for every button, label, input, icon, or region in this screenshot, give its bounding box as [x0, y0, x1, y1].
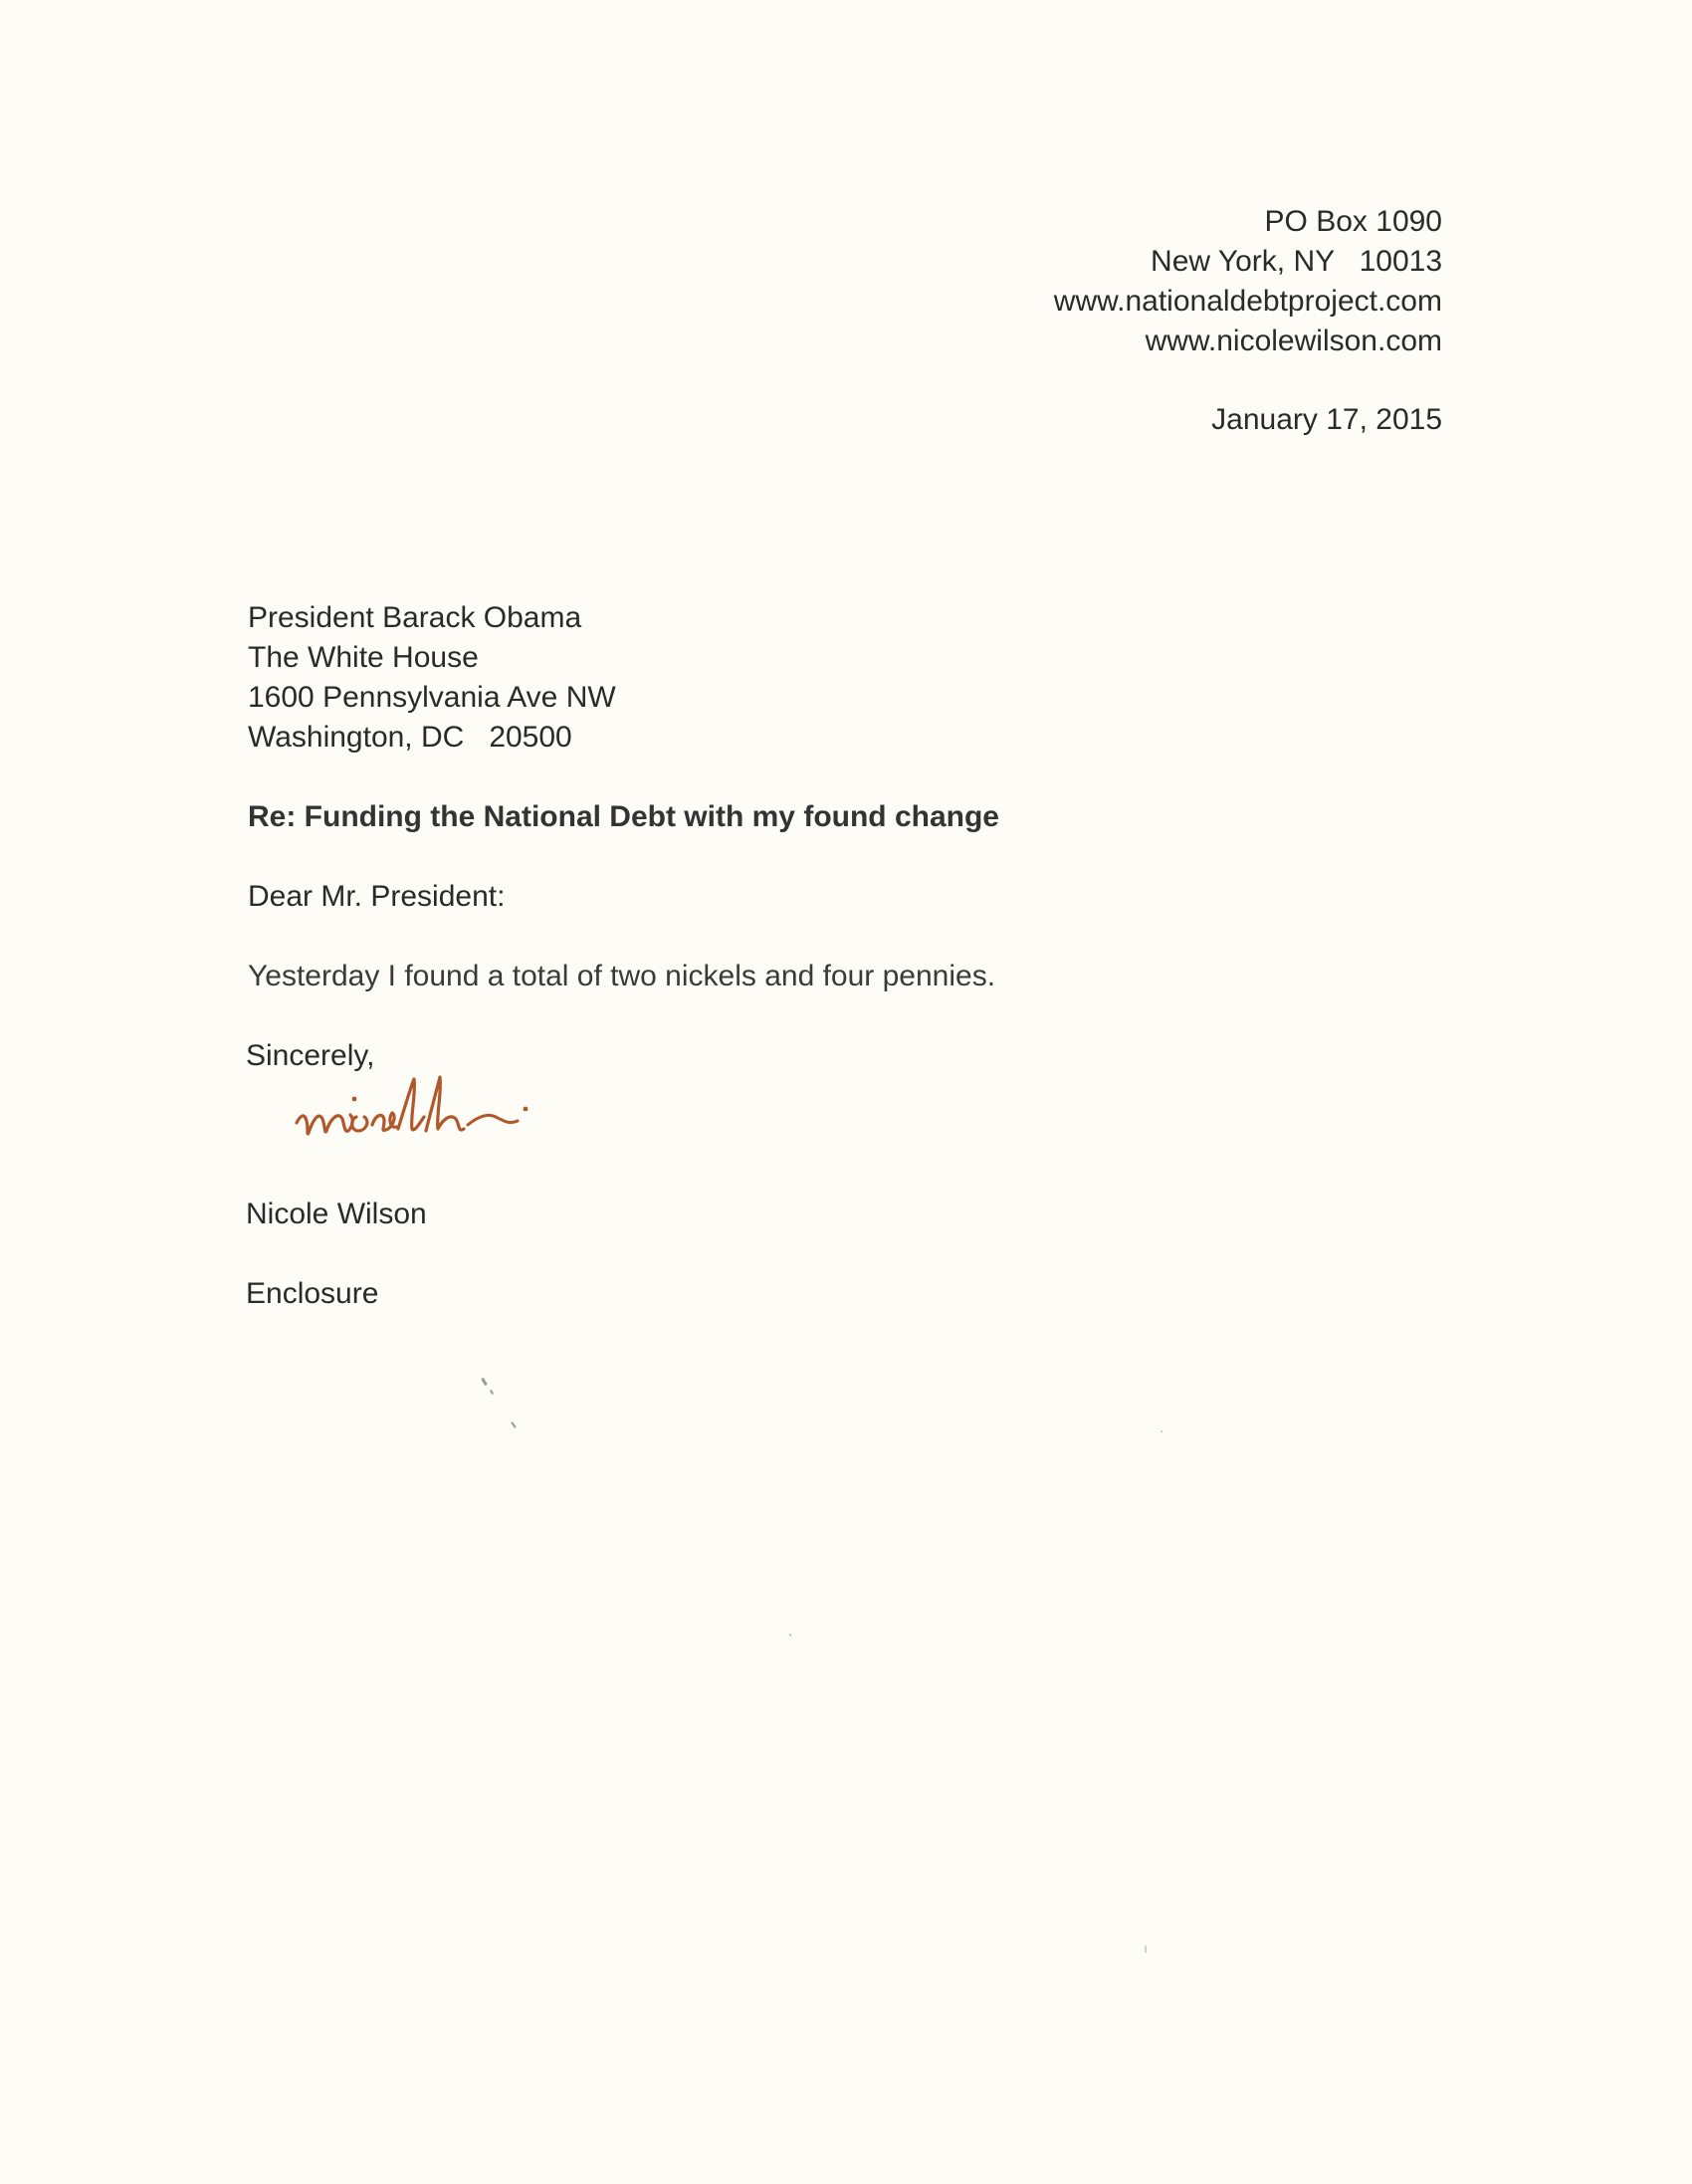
- scan-speck: [511, 1421, 517, 1428]
- signature-stroke: [297, 1115, 352, 1134]
- scan-speck: [490, 1390, 494, 1395]
- signer-name: Nicole Wilson: [246, 1198, 427, 1230]
- sender-website-2: www.nicolewilson.com: [1145, 325, 1442, 357]
- signature-dot: [524, 1107, 529, 1112]
- sender-website-1: www.nationaldebtproject.com: [1053, 285, 1442, 318]
- sender-address-block: [1054, 202, 1442, 361]
- letter-body: Yesterday I found a total of two nickels and four pennies.: [248, 960, 996, 992]
- sender-po-box: PO Box 1090: [1264, 205, 1442, 238]
- signature-stroke: [468, 1115, 518, 1125]
- scan-speck: [1161, 1430, 1163, 1432]
- scan-speck: [1145, 1945, 1147, 1953]
- scan-speck: [481, 1378, 488, 1386]
- handwritten-signature: [289, 1063, 597, 1158]
- sender-city-line: New York, NY 10013: [1151, 245, 1442, 278]
- signature-stroke: [352, 1113, 396, 1131]
- recipient-street: 1600 Pennsylvania Ave NW: [248, 681, 616, 714]
- letter-date: January 17, 2015: [1211, 403, 1442, 436]
- signature-dot: [352, 1097, 357, 1102]
- scan-speck: [789, 1634, 791, 1637]
- enclosure-note: Enclosure: [246, 1277, 379, 1310]
- salutation: Dear Mr. President:: [248, 880, 506, 913]
- subject-line: Re: Funding the National Debt with my found change: [248, 800, 999, 833]
- recipient-city-line: Washington, DC 20500: [248, 721, 572, 754]
- recipient-address-block: [248, 598, 616, 758]
- recipient-name: President Barack Obama: [248, 601, 582, 634]
- signature-stroke: [398, 1077, 464, 1131]
- closing: Sincerely,: [246, 1039, 375, 1072]
- recipient-organization: The White House: [248, 641, 479, 674]
